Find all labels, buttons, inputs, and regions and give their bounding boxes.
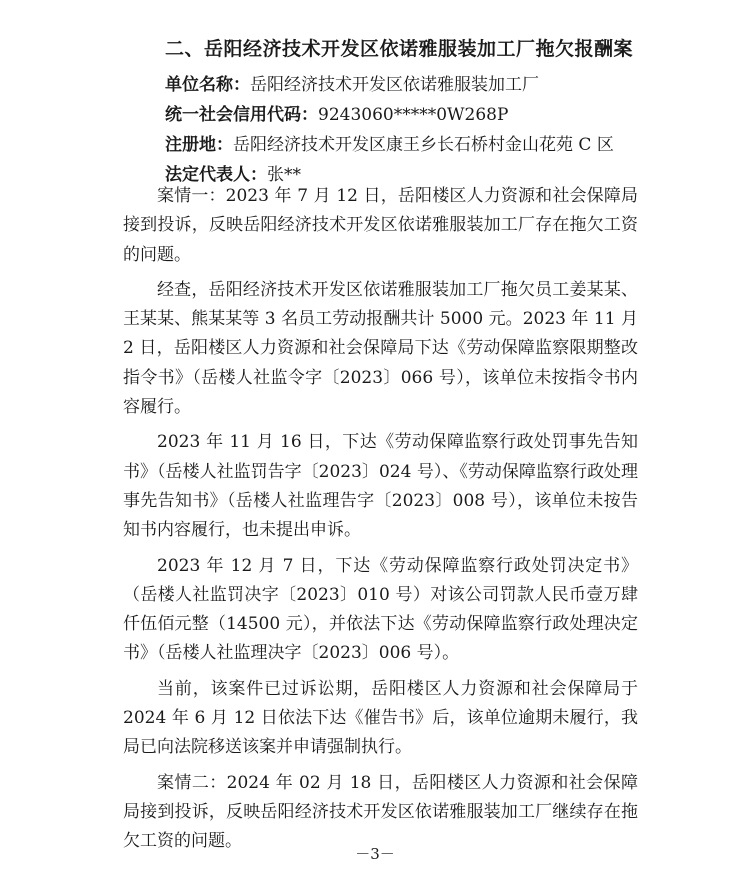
page-number: －3－ — [355, 845, 395, 863]
info-credit-code — [165, 100, 508, 125]
case-body — [123, 182, 638, 863]
info-label: 法定代表人： — [165, 165, 267, 185]
info-registered-address — [165, 130, 614, 155]
info-value: 张** — [267, 165, 301, 185]
paragraph-enforcement: 当前，该案件已过诉讼期，岳阳楼区人力资源和社会保障局于 2024 年 6 月 12 日依法下达《催告书》后，该单位逾期未履行，我局已向法院移送该案并申请强制执行。 — [123, 678, 638, 758]
info-unit-name — [165, 70, 539, 95]
case-heading: 二、岳阳经济技术开发区依诺雅服装加工厂拖欠报酬案 — [165, 38, 634, 60]
paragraph-penalty-decision: 2023 年 12 月 7 日，下达《劳动保障监察行政处罚决定书》（岳楼人社监罚决字〔2023〕010 号）对该公司罚款人民币壹万肆仟伍佰元整（14500 元），并依法下达《劳动保障监察行政处理决定书》（岳楼人社监理决字〔2023〕006 号）。 — [123, 555, 638, 664]
info-label: 统一社会信用代码： — [165, 105, 318, 125]
paragraph-case-two: 案情二：2024 年 02 月 18 日，岳阳楼区人力资源和社会保障局接到投诉，反映岳阳经济技术开发区依诺雅服装加工厂继续存在拖欠工资的问题。 — [123, 772, 638, 852]
paragraph-investigation: 经查，岳阳经济技术开发区依诺雅服装加工厂拖欠员工姜某某、王某某、熊某某等 3 名员工劳动报酬共计 5000 元。2023 年 11 月 2 日，岳阳楼区人力资源和社会保障局下达《劳动保障监察限期整改指令书》（岳楼人社监令字〔2023〕066 号），该单位未按指令书内容履行。 — [123, 279, 638, 418]
info-label: 注册地： — [165, 135, 233, 155]
info-value: 岳阳经济技术开发区康王乡长石桥村金山花苑 C 区 — [233, 135, 614, 155]
info-value: 岳阳经济技术开发区依诺雅服装加工厂 — [250, 75, 539, 95]
paragraph-prior-notice: 2023 年 11 月 16 日，下达《劳动保障监察行政处罚事先告知书》（岳楼人社监罚告字〔2023〕024 号）、《劳动保障监察行政处理事先告知书》（岳楼人社监理告字〔2023〕008 号），该单位未按告知书内容履行，也未提出申诉。 — [123, 432, 638, 541]
info-value: 9243060*****0W268P — [318, 105, 509, 125]
info-label: 单位名称： — [165, 75, 250, 95]
paragraph-case-one: 案情一：2023 年 7 月 12 日，岳阳楼区人力资源和社会保障局接到投诉，反映岳阳经济技术开发区依诺雅服装加工厂存在拖欠工资的问题。 — [123, 186, 638, 265]
